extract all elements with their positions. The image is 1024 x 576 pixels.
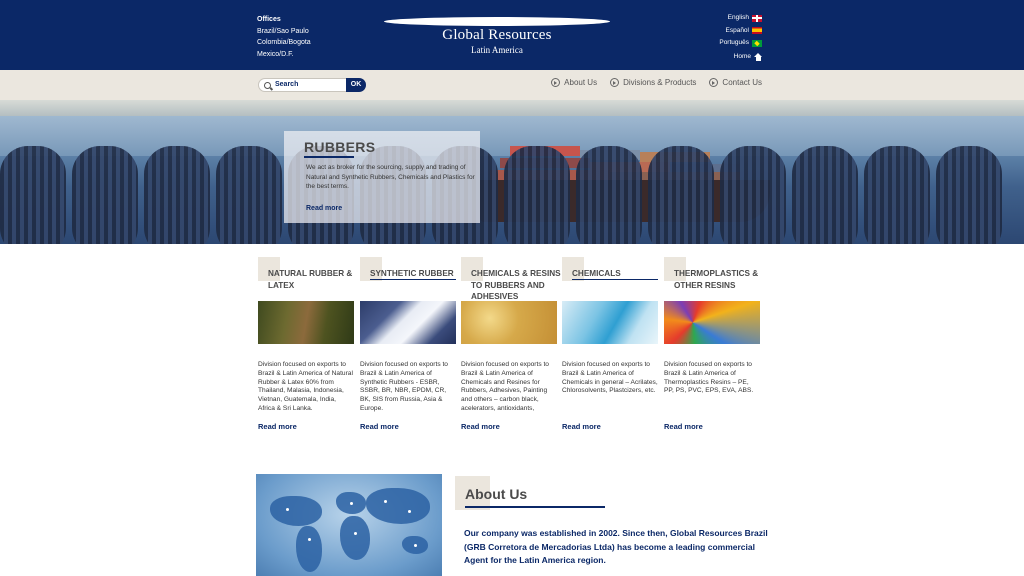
world-map-image xyxy=(256,474,442,576)
hero-title-underline xyxy=(304,156,354,158)
office-link-colombia[interactable]: Colombia/Bogota xyxy=(257,39,311,46)
site-logo[interactable] xyxy=(384,17,610,61)
division-read-more-link[interactable]: Read more xyxy=(664,422,703,431)
spain-flag-icon xyxy=(752,27,762,34)
arrow-right-circle-icon xyxy=(610,78,619,87)
hero-description: We act as broker for the sourcing, supply and trading of Natural and Synthetic Rubbers, Chemicals and Plastics for the best terms. xyxy=(306,164,475,190)
brazil-flag-icon xyxy=(752,40,762,47)
division-chemicals xyxy=(562,257,658,437)
language-spanish[interactable] xyxy=(719,25,762,38)
logo-name: Global Resources xyxy=(442,27,552,43)
offices-title: Offices xyxy=(257,16,281,23)
division-description: Division focused on exports to Brazil & Latin America of Thermoplastics Resins – PE, PP, PS, PVC, EPS, EVA, ABS. xyxy=(664,361,754,395)
hero-title: RUBBERS xyxy=(304,139,376,155)
hero-read-more-link[interactable]: Read more xyxy=(306,205,343,212)
office-link-brazil[interactable]: Brazil/Sao Paulo xyxy=(257,27,309,35)
nav-divisions-label: Divisions & Products xyxy=(623,78,697,87)
divisions-section xyxy=(258,257,762,437)
division-description: Division focused on exports to Brazil & Latin America of Chemicals and Resines for Rubbers, Adhesives, Painting and others – carbon black, acelerators, antioxidants, xyxy=(461,361,549,412)
tires-image xyxy=(0,146,1024,244)
chemicals-resins-image[interactable] xyxy=(461,301,557,344)
site-header xyxy=(0,0,1024,70)
division-title[interactable]: NATURAL RUBBER & LATEX xyxy=(268,269,353,290)
about-us-text: Our company was established in 2002. Since then, Global Resources Brazil (GRB Corretora de Mercadorias Ltda) has become a leading commercial Agent for the Latin America region. xyxy=(464,528,768,565)
division-description: Division focused on exports to Brazil & Latin America of Chemicals in general – Acrilates, Chlorosolvents, Plastcizers, etc. xyxy=(562,361,658,395)
division-description: Division focused on exports to Brazil & Latin America of Synthetic Rubbers - ESBR, SSBR, BR, NBR, EPDM, CR, BK, SIS from Russia, Asia & Europe. xyxy=(360,361,448,412)
language-portuguese[interactable] xyxy=(719,37,762,50)
division-title[interactable]: THERMOPLASTICS & OTHER RESINS xyxy=(674,269,759,290)
division-read-more-link[interactable]: Read more xyxy=(562,422,601,431)
division-title-underline xyxy=(370,279,456,280)
division-title[interactable]: CHEMICALS & RESINS TO RUBBERS AND ADHESIVES xyxy=(471,269,561,301)
nav-contact-us-label: Contact Us xyxy=(722,78,762,87)
natural-rubber-image[interactable] xyxy=(258,301,354,344)
division-read-more-link[interactable]: Read more xyxy=(258,422,297,431)
language-portuguese-label: Português xyxy=(719,39,749,46)
offices-list xyxy=(257,14,311,60)
nav-about-us-label: About Us xyxy=(564,78,598,87)
logo-swoosh xyxy=(384,17,610,26)
search-placeholder: Search xyxy=(275,81,299,88)
division-natural-rubber xyxy=(258,257,354,437)
logo-subtitle: Latin America xyxy=(471,45,523,55)
nav-about-us[interactable] xyxy=(551,78,597,87)
home-link[interactable] xyxy=(719,51,762,64)
division-thermoplastics xyxy=(664,257,760,437)
synthetic-rubber-image[interactable] xyxy=(360,301,456,344)
search-icon xyxy=(264,82,271,89)
about-title-underline xyxy=(465,506,605,508)
division-chemicals-resins xyxy=(461,257,561,437)
hero-caption xyxy=(284,131,480,223)
thermoplastics-image[interactable] xyxy=(664,301,760,344)
main-nav xyxy=(551,78,762,87)
uk-flag-icon xyxy=(752,15,762,22)
division-title[interactable]: SYNTHETIC RUBBER xyxy=(370,269,454,278)
search-form xyxy=(258,78,366,92)
home-icon xyxy=(754,53,762,61)
language-spanish-label: Español xyxy=(725,26,749,34)
hero-city-skyline xyxy=(0,100,1024,116)
division-synthetic-rubber xyxy=(360,257,456,437)
office-link-mexico[interactable]: Mexico/D.F. xyxy=(257,50,294,58)
nav-bar xyxy=(0,70,1024,100)
nav-contact-us[interactable] xyxy=(709,78,762,87)
search-ok-button[interactable]: OK xyxy=(346,78,366,92)
nav-divisions-products[interactable] xyxy=(610,78,696,87)
arrow-right-circle-icon xyxy=(551,78,560,87)
hero-banner xyxy=(0,100,1024,244)
division-read-more-link[interactable]: Read more xyxy=(360,422,399,431)
language-english[interactable] xyxy=(719,12,762,25)
search-input[interactable] xyxy=(258,78,350,92)
division-title[interactable]: CHEMICALS xyxy=(572,269,621,278)
home-label: Home xyxy=(733,52,751,60)
chemicals-image[interactable] xyxy=(562,301,658,344)
division-read-more-link[interactable]: Read more xyxy=(461,422,500,431)
language-english-label: English xyxy=(727,14,749,21)
arrow-right-circle-icon xyxy=(709,78,718,87)
division-title-underline xyxy=(572,279,658,280)
division-description: Division focused on exports to Brazil & Latin America of Natural Rubber & Latex 60% from Thailand, Malasia, Indonesia, Vietnan, Guatemala, India, Africa & Sri Lanka. xyxy=(258,361,353,412)
language-selector xyxy=(719,12,762,63)
about-us-title: About Us xyxy=(465,486,528,502)
